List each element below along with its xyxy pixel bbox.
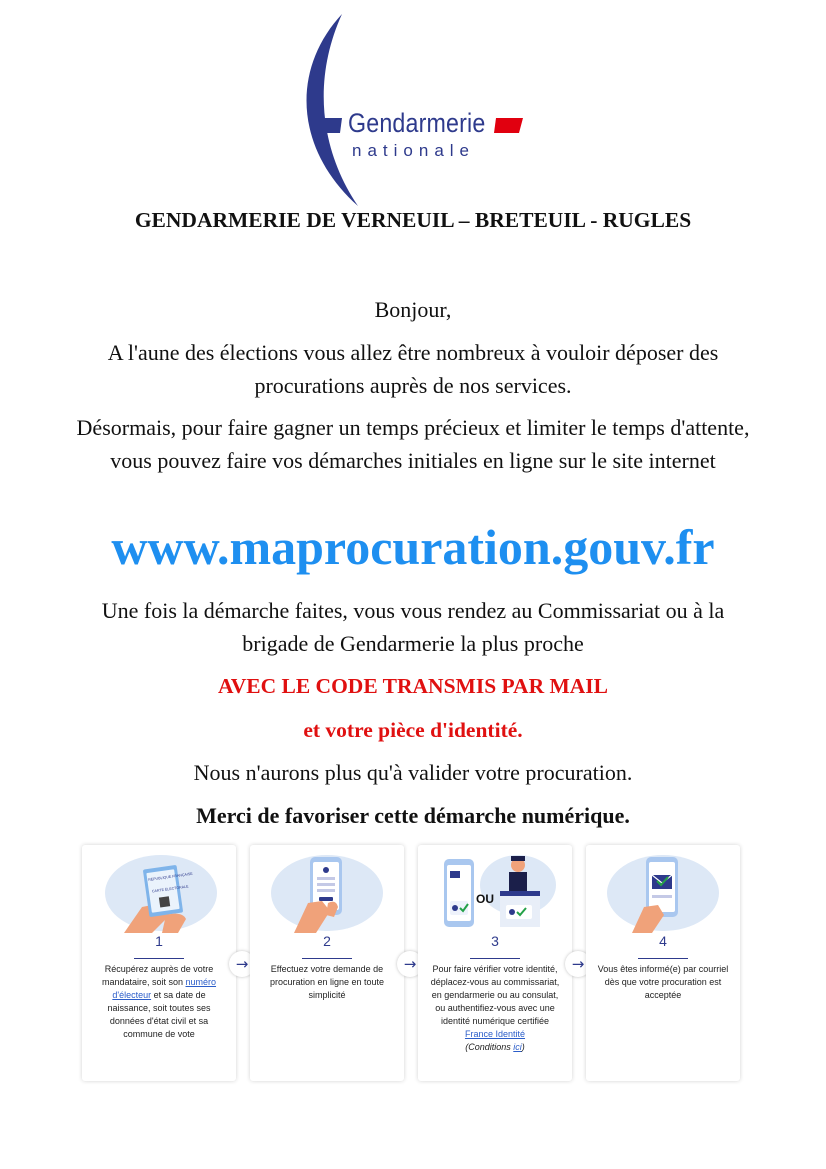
voter-card-illustration-icon [82,845,236,935]
email-confirmation-illustration-icon [586,845,740,935]
validate-text: Nous n'aurons plus qu'à valider votre procuration. [193,760,633,785]
or-label: OU [476,892,494,906]
gendarmerie-logo [290,10,540,210]
identity-check-illustration-icon [418,845,572,935]
conditions-text [465,1042,525,1052]
arrow-right-icon: → [565,951,591,977]
step-text: Effectuez votre demande de procuration en ligne en toute simplicité [269,964,385,1000]
step-number: 1 [155,933,163,949]
divider [134,958,184,959]
step-text-part: Récupérez auprès de votre mandataire, soit son [101,964,214,987]
conditions-link[interactable]: ici [513,1042,522,1052]
step-text [428,963,562,1054]
step-number: 2 [323,933,331,949]
voter-number-link[interactable]: numéro d'électeur [112,977,217,1000]
step-text: Vous êtes informé(e) par courriel dès que votre procuration est acceptée [597,964,729,1000]
step-card-4 [586,845,740,1081]
page-title: GENDARMERIE DE VERNEUIL – BRETEUIL - RUGLES [134,208,692,232]
arrow-right-icon: → [397,951,423,977]
greeting: Bonjour, [374,297,452,322]
step-number: 4 [659,933,667,949]
logo-main-text: Gendarmerie [348,108,486,138]
step-number: 3 [491,933,499,949]
step-text-part: Pour faire vérifier votre identité, déplacez-vous au commissariat, en gendarmerie ou au consulat, ou authentifiez-vous avec une identité numérique certifiée [430,964,560,1026]
phone-form-illustration-icon [250,845,404,935]
conditions-suffix: ) [521,1042,525,1052]
intro-text: A l'aune des élections vous allez être nombreux à vouloir déposer des procurations auprès de nos services. [107,340,719,398]
id-alert: et votre pièce d'identité. [303,718,523,742]
divider [302,958,352,959]
conditions-prefix: (Conditions [465,1042,514,1052]
step-card-3 [418,845,572,1081]
divider [470,958,520,959]
online-text: Désormais, pour faire gagner un temps précieux et limiter le temps d'attente, vous pouvez faire vos démarches initiales en ligne sur le site internet [76,415,750,473]
thanks-text: Merci de favoriser cette démarche numérique. [196,803,630,828]
step-text-part: et sa date de naissance, soit toutes ses données d'état civil et sa commune de vote [107,990,211,1039]
divider [638,958,688,959]
step-card-1 [82,845,236,1081]
logo-sub-text: nationale [352,141,476,160]
website-url[interactable]: www.maprocuration.gouv.fr [111,519,715,575]
step-text [92,963,226,1041]
next-step-text: Une fois la démarche faites, vous vous rendez au Commissariat ou à la brigade de Gendarmerie la plus proche [101,598,725,656]
code-alert: AVEC LE CODE TRANSMIS PAR MAIL [217,674,609,698]
card-line-1: RÉPUBLIQUE FRANÇAISE [148,871,193,882]
card-line-2: CARTE ÉLECTORALE [151,884,189,894]
arrow-right-icon: → [229,951,255,977]
step-card-2 [250,845,404,1081]
france-identite-link[interactable]: France Identité [464,1029,526,1039]
